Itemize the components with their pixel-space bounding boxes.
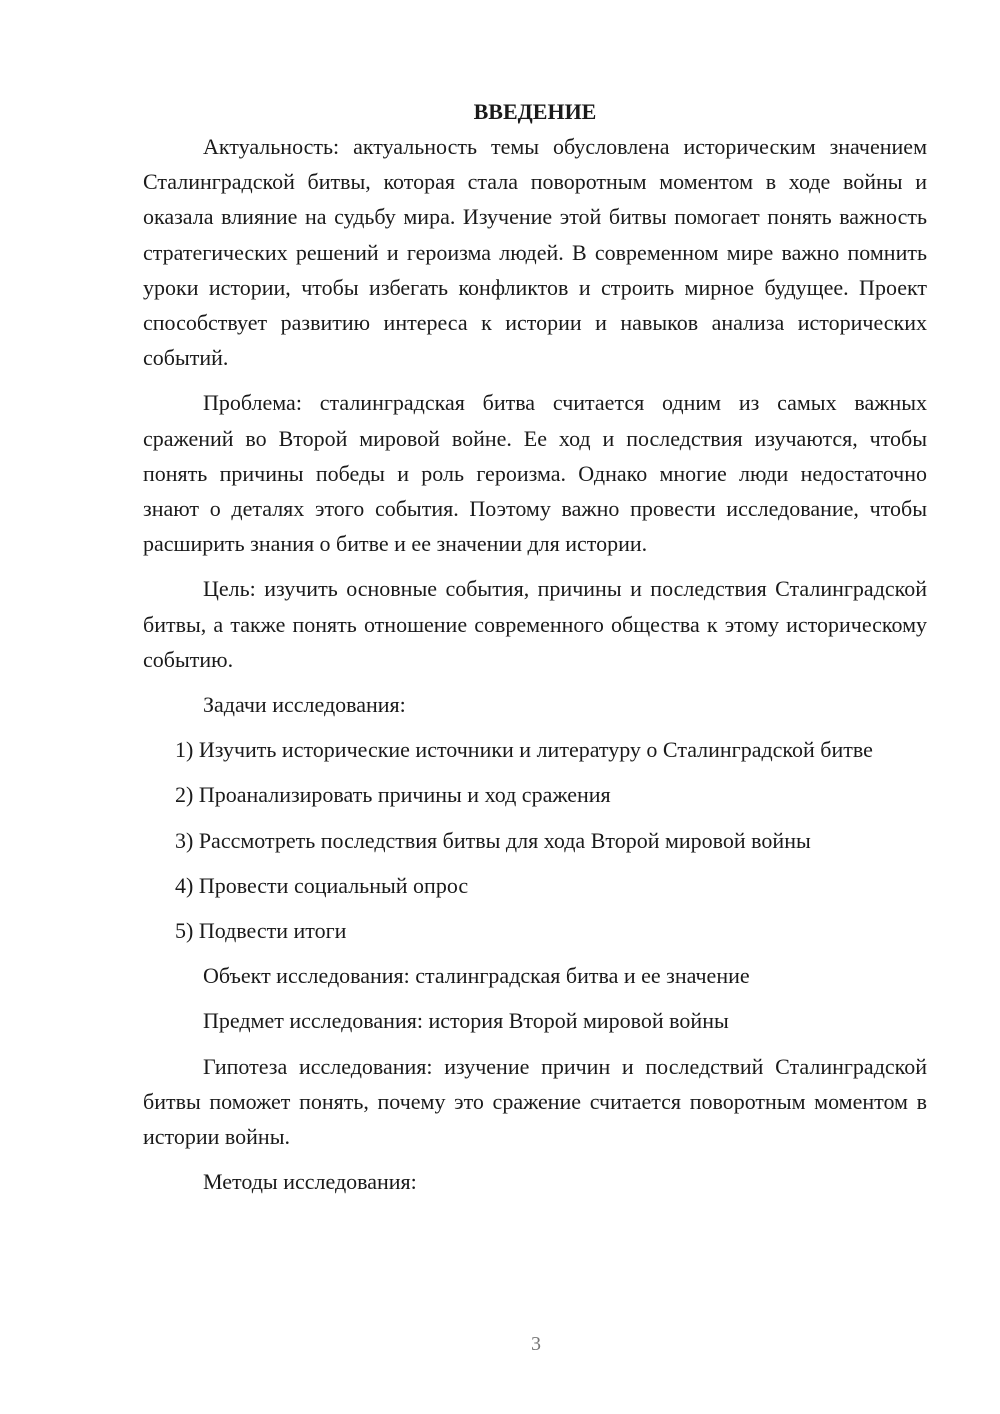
section-title: ВВЕДЕНИЕ bbox=[473, 99, 597, 124]
list-item: 1) Изучить исторические источники и литературу о Сталинградской битве bbox=[175, 737, 873, 763]
tasks-heading: Задачи исследования: bbox=[203, 692, 406, 718]
paragraph-object: Объект исследования: сталинградская битва и ее значение bbox=[203, 963, 750, 989]
list-item: 3) Рассмотреть последствия битвы для хода Второй мировой войны bbox=[175, 827, 811, 853]
methods-heading: Методы исследования: bbox=[203, 1169, 417, 1195]
paragraph-goal: Цель: изучить основные события, причины и последствия Сталинградской битвы, а также понять отношение современного общества к этому историческому событию. bbox=[143, 576, 927, 672]
page-number: 3 bbox=[531, 1333, 541, 1355]
tasks-list bbox=[143, 732, 927, 948]
list-item: 5) Подвести итоги bbox=[175, 918, 347, 944]
page-content bbox=[143, 94, 927, 1209]
paragraph-problem: Проблема: сталинградская битва считается одним из самых важных сражений во Второй мировой войне. Ее ход и последствия изучаются, чтобы понять причины победы и роль героизма. Однако многие люди недостаточно знают о деталях этого события. Поэтому важно провести исследование, чтобы расширить знания о битве и ее значении для истории. bbox=[143, 390, 927, 557]
paragraph-subject: Предмет исследования: история Второй мировой войны bbox=[203, 1008, 729, 1034]
paragraph-hypothesis: Гипотеза исследования: изучение причин и последствий Сталинградской битвы поможет понять, почему это сражение считается поворотным моментом в истории войны. bbox=[143, 1053, 927, 1150]
list-item: 2) Проанализировать причины и ход сражения bbox=[175, 782, 611, 808]
paragraph-relevance: Актуальность: актуальность темы обусловлена историческим значением Сталинградской битвы, которая стала поворотным моментом в ходе войны и оказала влияние на судьбу мира. Изучение этой битвы помогает понять важность стратегических решений и героизма людей. В современном мире важно помнить уроки истории, чтобы избегать конфликтов и строить мирное будущее. Проект способствует развитию интереса к истории и навыков анализа исторических событий. bbox=[143, 134, 927, 371]
list-item: 4) Провести социальный опрос bbox=[175, 872, 469, 898]
